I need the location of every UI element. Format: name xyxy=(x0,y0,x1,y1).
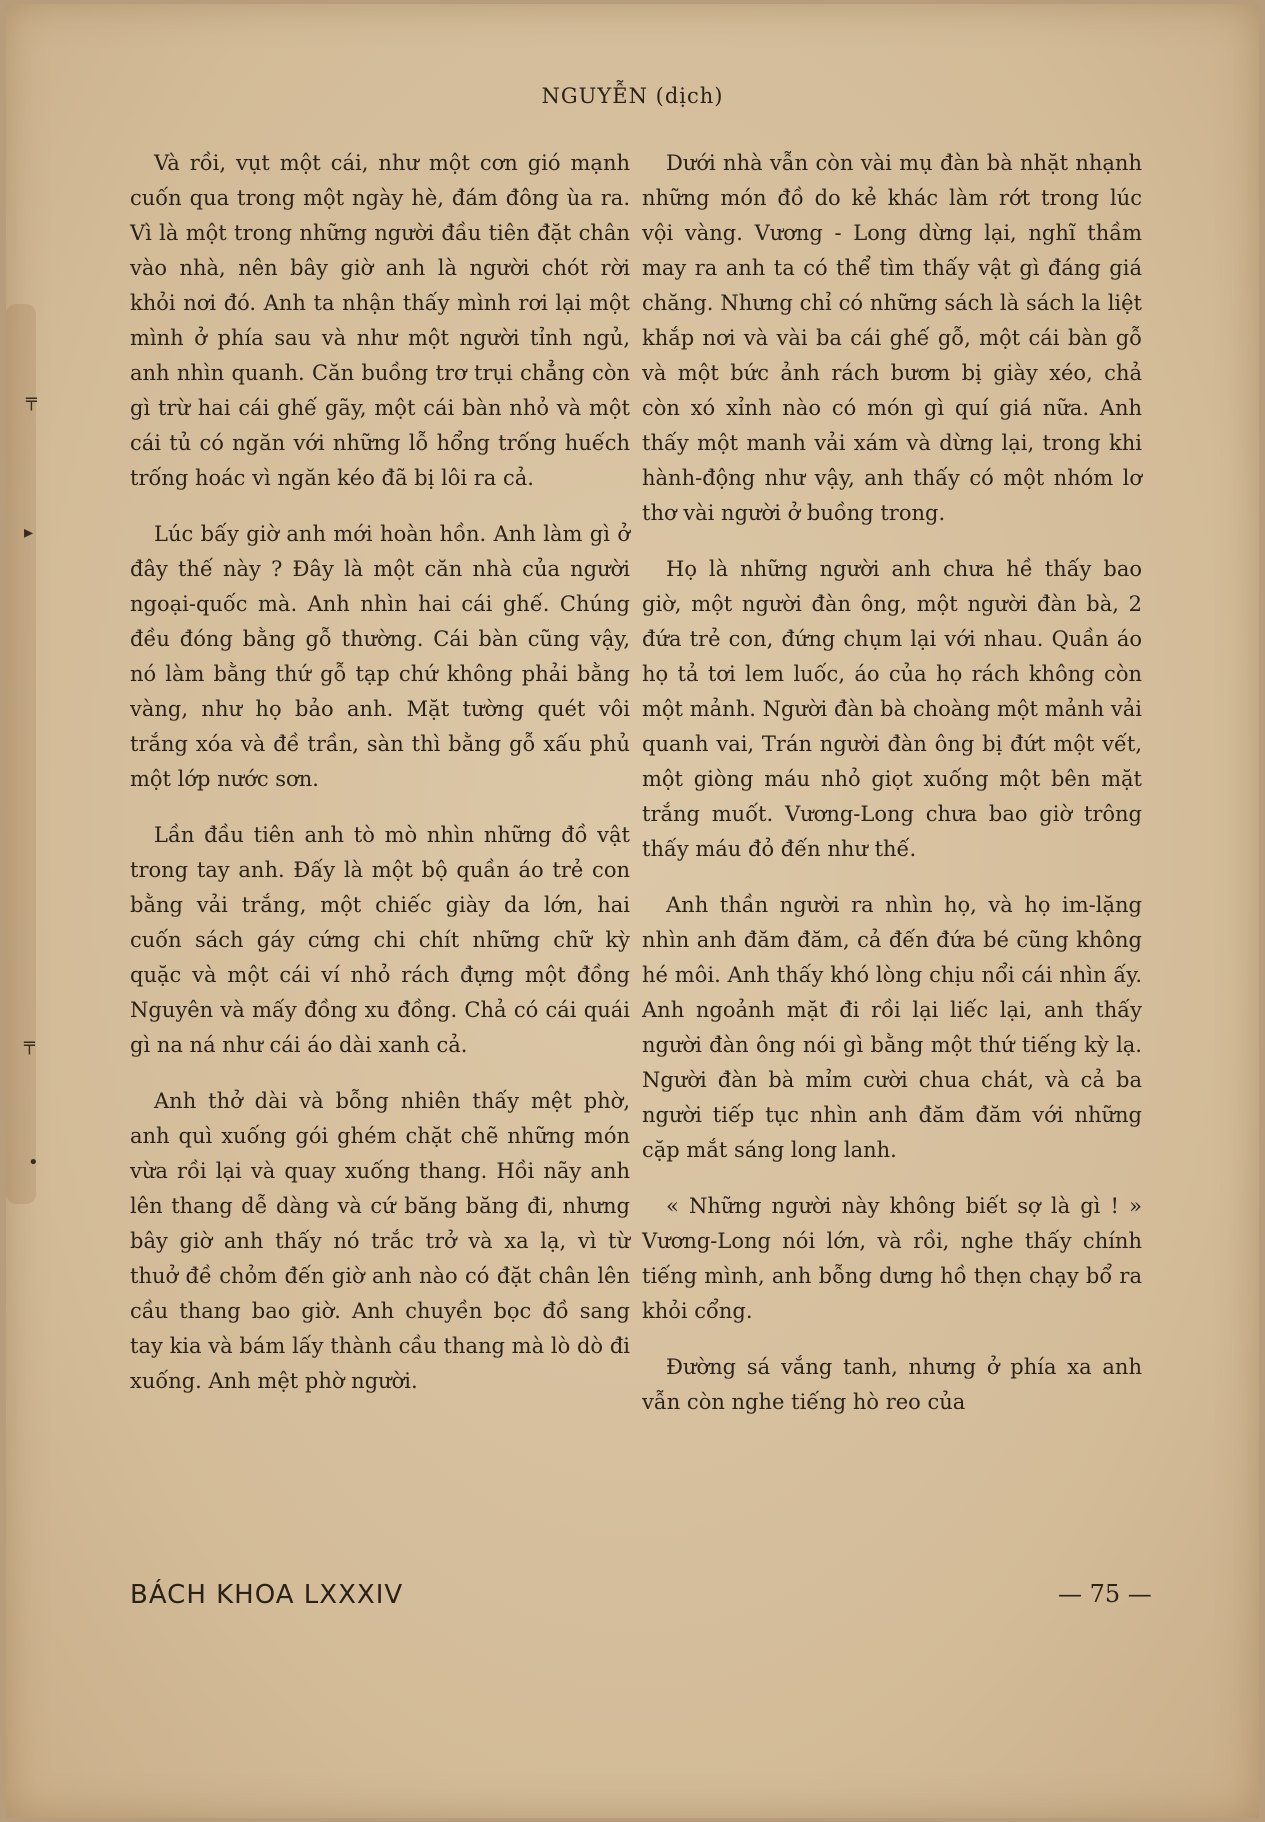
page-number: — 75 — xyxy=(1058,1580,1152,1608)
paragraph: Dưới nhà vẫn còn vài mụ đàn bà nhặt nhạnh những món đồ do kẻ khác làm rớt trong lúc vội vàng. Vương - Long dừng lại, nghĩ thầm may ra anh ta có thể tìm thấy vật gì đáng giá chăng. Nhưng chỉ có những sách là sách la liệt khắp nơi và vài ba cái ghế gỗ, một cái bàn gỗ và một bức ảnh rách bươm bị giày xéo, chả còn xó xỉnh nào có món gì quí giá nữa. Anh thấy một manh vải xám và dừng lại, trong khi hành-động như vậy, anh thấy có một nhóm lơ thơ vài người ở buồng trong. xyxy=(642,151,1142,525)
paragraph: Đường sá vắng tanh, nhưng ở phía xa anh vẫn còn nghe tiếng hò reo của xyxy=(642,1355,1142,1414)
page-edge-stain xyxy=(6,304,36,1204)
page-header: NGUYỄN (dịch) xyxy=(541,84,724,108)
book-page xyxy=(6,4,1259,1818)
paragraph: « Những người này không biết sợ là gì ! » Vương-Long nói lớn, và rồi, nghe thấy chính tiếng mình, anh bỗng dưng hồ thẹn chạy bổ ra khỏi cổng. xyxy=(642,1194,1142,1323)
paragraph: Và rồi, vụt một cái, như một cơn gió mạnh cuốn qua trong một ngày hè, đám đông ùa ra. Vì là một trong những người đầu tiên đặt chân vào nhà, nên bây giờ anh là người chót rời khỏi nơi đó. Anh ta nhận thấy mình rơi lại một mình ở phía sau và như một người tỉnh ngủ, anh nhìn quanh. Căn buồng trơ trụi chẳng còn gì trừ hai cái ghế gãy, một cái bàn nhỏ và một cái tủ có ngăn với những lỗ hổng trống huếch trống hoác vì ngăn kéo đã bị lôi ra cả. xyxy=(130,151,630,490)
paragraph: Lúc bấy giờ anh mới hoàn hồn. Anh làm gì ở đây thế này ? Đây là một căn nhà của người ngoại-quốc mà. Anh nhìn hai cái ghế. Chúng đều đóng bằng gỗ thường. Cái bàn cũng vậy, nó làm bằng thứ gỗ tạp chứ không phải bằng vàng, như họ bảo anh. Mặt tường quét vôi trắng xóa và đề trần, sàn thì bằng gỗ xấu phủ một lớp nước sơn. xyxy=(130,522,630,791)
paragraph: Họ là những người anh chưa hề thấy bao giờ, một người đàn ông, một người đàn bà, 2 đứa trẻ con, đứng chụm lại với nhau. Quần áo họ tả tơi lem luốc, áo của họ rách không còn một mảnh. Người đàn bà choàng một mảnh vải quanh vai, Trán người đàn ông bị đứt một vết, một giòng máu nhỏ giọt xuống một bên mặt trắng muốt. Vương-Long chưa bao giờ trông thấy máu đỏ đến như thế. xyxy=(642,557,1142,861)
paragraph: Anh thở dài và bỗng nhiên thấy mệt phờ, anh quì xuống gói ghém chặt chẽ những món vừa rồi lại và quay xuống thang. Hồi nãy anh lên thang dễ dàng và cứ băng băng đi, nhưng bây giờ anh thấy nó trắc trở và xa lạ, vì từ thuở đề chỏm đến giờ anh nào có đặt chân lên cầu thang bao giờ. Anh chuyền bọc đồ sang tay kia và bám lấy thành cầu thang mà lò dò đi xuống. Anh mệt phờ người. xyxy=(130,1089,630,1393)
paragraph: Anh thần người ra nhìn họ, và họ im-lặng nhìn anh đăm đăm, cả đến đứa bé cũng không hé môi. Anh thấy khó lòng chịu nổi cái nhìn ấy. Anh ngoảnh mặt đi rồi lại liếc lại, anh thấy người đàn ông nói gì bằng một thứ tiếng kỳ lạ. Người đàn bà mỉm cười chua chát, và cả ba người tiếp tục nhìn anh đăm đăm với những cặp mắt sáng long lanh. xyxy=(642,893,1142,1162)
left-column xyxy=(130,146,630,1420)
paragraph: Lần đầu tiên anh tò mò nhìn những đồ vật trong tay anh. Đấy là một bộ quần áo trẻ con bằng vải trắng, một chiếc giày da lớn, hai cuốn sách gáy cứng chi chít những chữ kỳ quặc và một cái ví nhỏ rách đựng một đồng Nguyên và mấy đồng xu đồng. Chả có cái quái gì na ná như cái áo dài xanh cả. xyxy=(130,823,630,1057)
margin-mark: ╤ xyxy=(24,1034,35,1055)
margin-mark: • xyxy=(28,1152,39,1173)
magazine-title: BÁCH KHOA LXXXIV xyxy=(130,1580,404,1610)
right-column xyxy=(642,146,1142,1441)
margin-mark: ▸ xyxy=(24,522,34,543)
margin-mark: ╤ xyxy=(26,390,37,411)
